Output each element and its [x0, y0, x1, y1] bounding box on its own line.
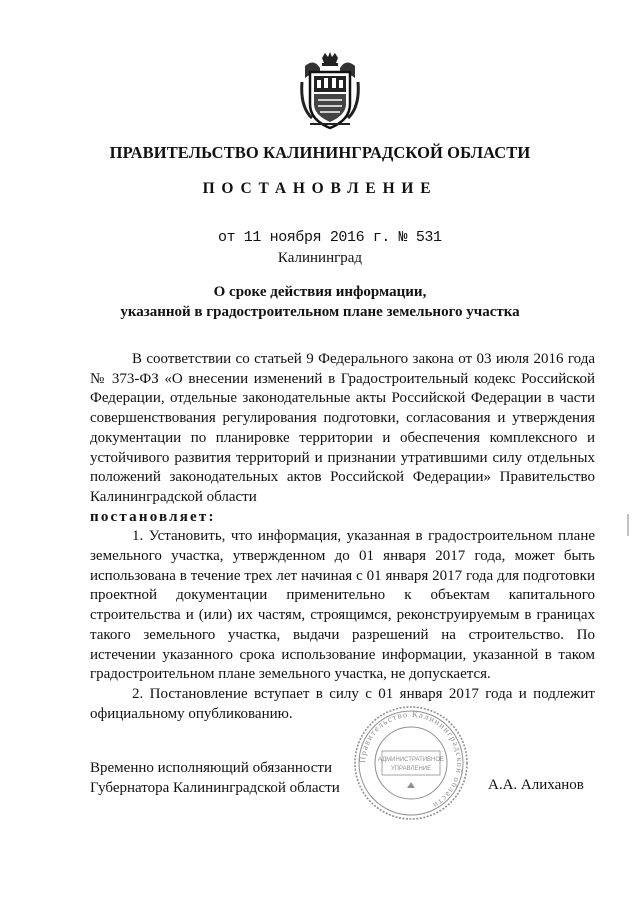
item-2-paragraph: 2. Постановление вступает в силу с 01 января 2017 года и подлежит официальному опубликованию. — [90, 685, 595, 722]
signatory-name: А.А. Алиханов — [488, 777, 584, 793]
decree-keyword: постановляет: — [90, 508, 216, 525]
document-body — [90, 350, 595, 724]
document-subject — [0, 282, 640, 322]
signatory-position — [90, 758, 340, 798]
organization-title: ПРАВИТЕЛЬСТВО КАЛИНИНГРАДСКОЙ ОБЛАСТИ — [109, 143, 531, 162]
stamp-center-line-1: АДМИНИСТРАТИВНОЕ — [377, 757, 445, 763]
subject-line-2: указанной в градостроительном плане земельного участка — [120, 304, 520, 320]
document-type: ПОСТАНОВЛЕНИЕ — [202, 180, 438, 197]
subject-line-1: О сроке действия информации, — [213, 284, 427, 300]
position-line-2: Губернатора Калининградской области — [90, 780, 340, 796]
official-stamp — [352, 704, 470, 822]
stamp-ring-text: Правительство Калининградской области — [356, 708, 466, 812]
item-1-paragraph: 1. Установить, что информация, указанная в градостроительном плане земельного участка, утвержденном до 01 января 2017 года, может быть использована в течение трех лет начиная с 01 января 2017 года для подготовки проектной документации применительно к объектам капитального строительства и (или) их частям, строящимся, реконструируемым в границах такого земельного участка, выдачи разрешений на строительство. По истечении указанного срока использование информации, указанной в таком градостроительном плане земельного участка, не допускается. — [90, 528, 595, 683]
position-line-1: Временно исполняющий обязанности — [90, 760, 333, 776]
city: Калининград — [277, 250, 363, 266]
date-and-number: от 11 ноября 2016 г. № 531 — [218, 229, 442, 246]
stamp-center-line-2: УПРАВЛЕНИЕ — [390, 766, 432, 772]
coat-of-arms-emblem — [300, 52, 360, 132]
margin-mark — [624, 512, 632, 538]
preamble-paragraph: В соответствии со статьей 9 Федерального закона от 03 июля 2016 года № 373-ФЗ «О внесении изменений в Градостроительный кодекс Российской Федерации, отдельные законодательные акты Российской Федерации в части совершенствования регулирования подготовки, согласования и утверждения документации по планировке территории и обеспечения комплексного и устойчивого развития территорий и признании утратившими силу отдельных положений законодательных актов Российской Федерации» Правительство Калининградской области — [90, 351, 595, 505]
